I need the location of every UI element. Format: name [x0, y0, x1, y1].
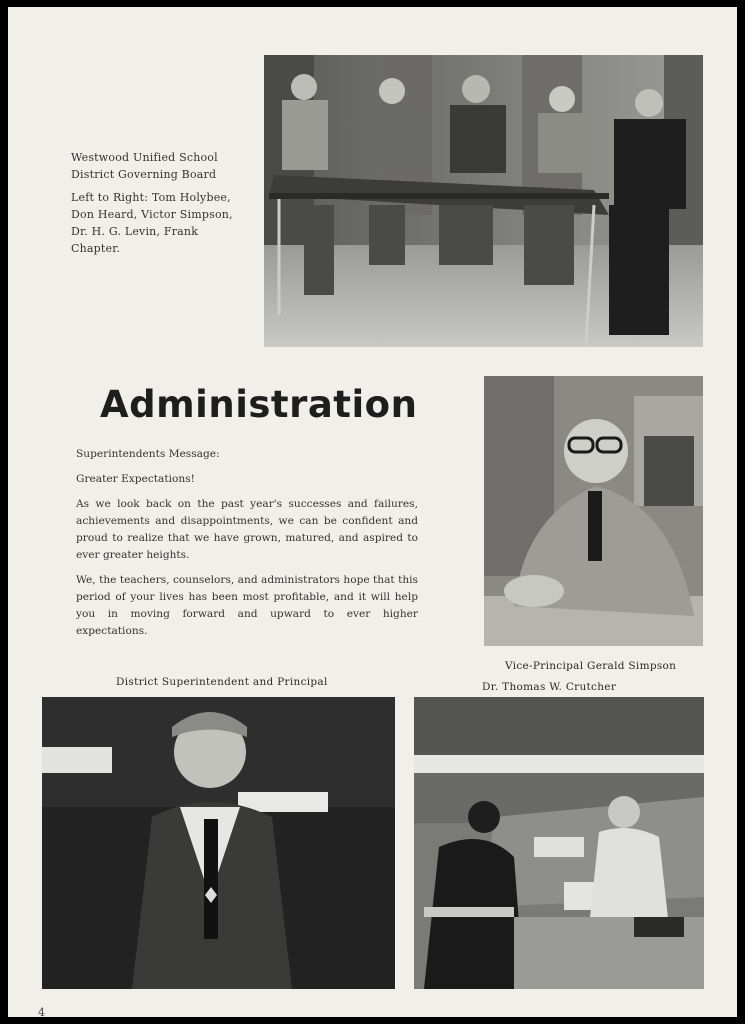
vice-principal-photo-image	[484, 376, 703, 646]
superintendent-photo	[42, 697, 395, 989]
board-photo-image	[264, 55, 703, 347]
message-paragraph-1: As we look back on the past year's successes and failures, achievements and disappointments, we can be confident and proud to realize that we have grown, matured, and aspired to ever greater heights.	[76, 498, 418, 561]
board-caption	[71, 149, 247, 263]
message-label: Superintendents Message:	[76, 448, 220, 460]
yearbook-page	[8, 7, 737, 1017]
vice-principal-caption: Vice-Principal Gerald Simpson	[505, 660, 677, 672]
board-caption-title: Westwood Unified School District Governing Board	[71, 151, 218, 181]
vice-principal-photo	[484, 376, 703, 646]
superintendent-photo-image	[42, 697, 395, 989]
board-photo	[264, 55, 703, 347]
superintendent-message	[76, 446, 418, 648]
message-subtitle: Greater Expectations!	[76, 473, 195, 485]
classroom-photo	[414, 697, 704, 989]
page-title: Administration	[100, 383, 418, 426]
crutcher-caption: Dr. Thomas W. Crutcher	[482, 681, 617, 693]
superintendent-caption: District Superintendent and Principal	[116, 676, 328, 688]
board-caption-names: Left to Right: Tom Holybee, Don Heard, Victor Simpson, Dr. H. G. Levin, Frank Chapter.	[71, 191, 233, 255]
message-paragraph-2: We, the teachers, counselors, and administrators hope that this period of your lives has been most profitable, and it will help you in moving forward and upward to ever higher expectations.	[76, 574, 418, 637]
classroom-photo-image	[414, 697, 704, 989]
page-number: 4	[38, 1006, 45, 1017]
